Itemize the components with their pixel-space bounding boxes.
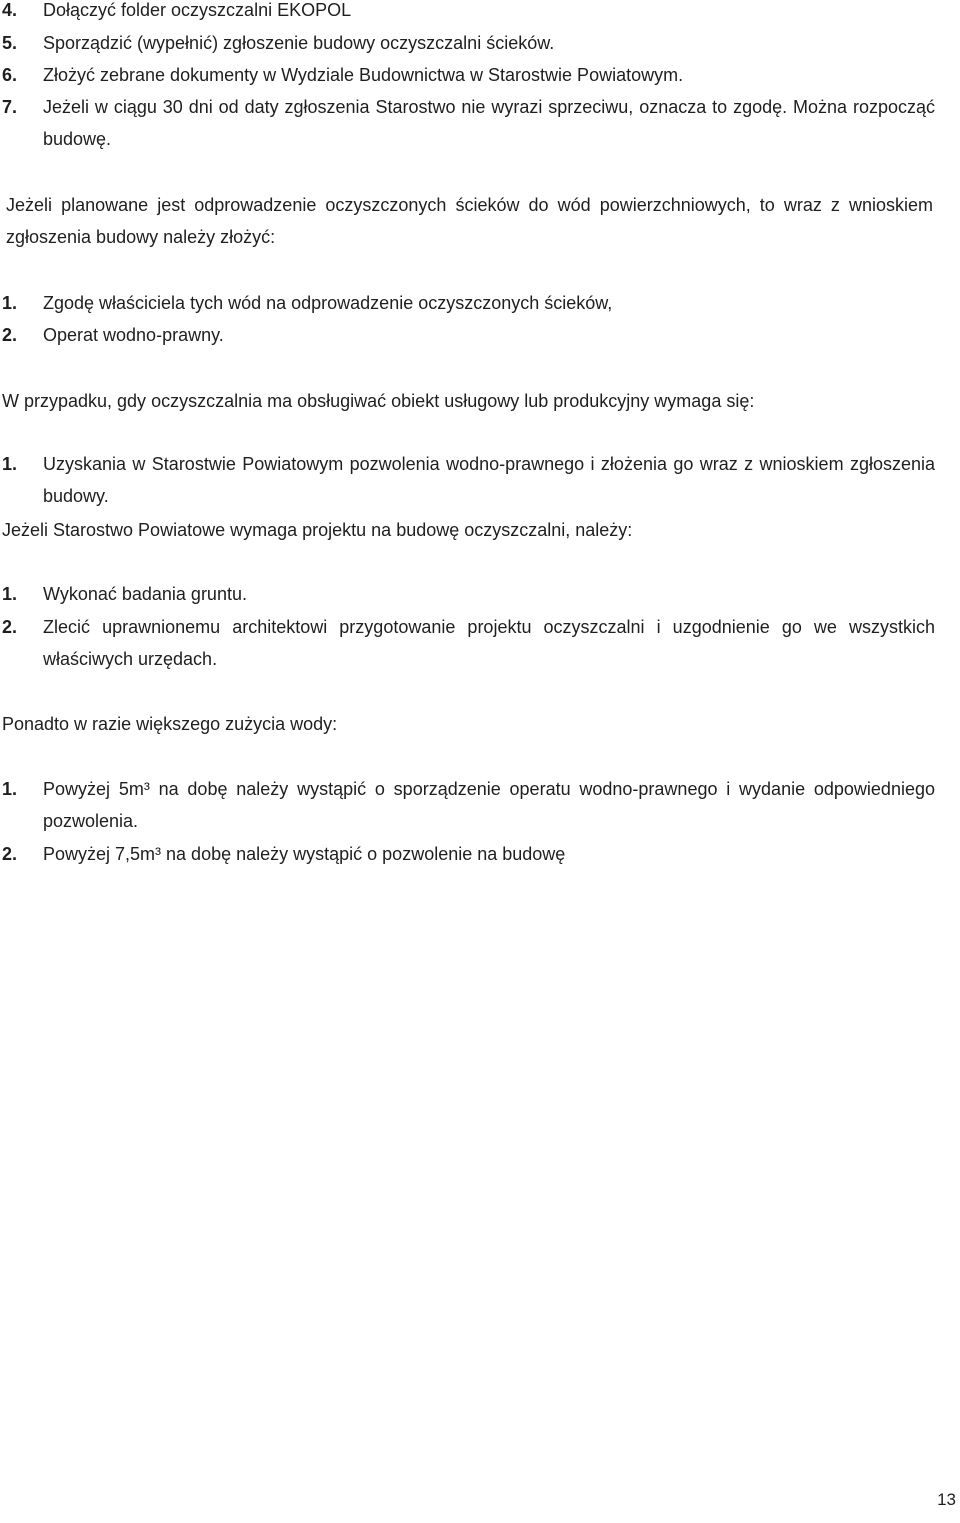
- list-text: Uzyskania w Starostwie Powiatowym pozwolenia wodno-prawnego i złożenia go wraz z wnioskiem zgłoszenia budowy.: [43, 454, 935, 506]
- water-usage-intro: Ponadto w razie większego zużycia wody:: [2, 714, 338, 734]
- list-text: Jeżeli w ciągu 30 dni od daty zgłoszenia Starostwo nie wyrazi sprzeciwu, oznacza to zgodę. Można rozpocząć budowę.: [43, 97, 935, 149]
- list-text: Złożyć zebrane dokumenty w Wydziale Budownictwa w Starostwie Powiatowym.: [43, 65, 684, 85]
- list-number: 7.: [2, 97, 18, 117]
- list-text: Sporządzić (wypełnić) zgłoszenie budowy oczyszczalni ścieków.: [43, 33, 555, 53]
- list-number: 2.: [2, 617, 18, 637]
- list-number: 1.: [2, 779, 18, 799]
- page-number: 13: [937, 1490, 956, 1509]
- surface-water-intro: Jeżeli planowane jest odprowadzenie oczyszczonych ścieków do wód powierzchniowych, to wraz z wnioskiem zgłoszenia budowy należy złożyć:: [6, 195, 933, 247]
- list-item: [0, 773, 935, 837]
- list-text: Operat wodno-prawny.: [43, 325, 224, 345]
- list-item: [0, 59, 935, 91]
- list-item: [0, 611, 935, 675]
- service-object-intro: W przypadku, gdy oczyszczalnia ma obsługiwać obiekt usługowy lub produkcyjny wymaga się:: [2, 391, 755, 411]
- list-item: [0, 27, 935, 59]
- list-item: [0, 91, 935, 155]
- list-number: 6.: [2, 65, 18, 85]
- list-text: Wykonać badania gruntu.: [43, 584, 247, 604]
- list-number: 1.: [2, 293, 18, 313]
- list-number: 2.: [2, 844, 18, 864]
- list-item: [0, 838, 935, 870]
- list-number: 1.: [2, 584, 18, 604]
- list-text: Powyżej 7,5m³ na dobę należy wystąpić o pozwolenie na budowę: [43, 844, 566, 864]
- list-item: [0, 448, 935, 512]
- list-item: [0, 0, 935, 26]
- list-text: Dołączyć folder oczyszczalni EKOPOL: [43, 0, 352, 20]
- list-item: [0, 287, 935, 319]
- list-number: 4.: [2, 0, 18, 20]
- list-item: [0, 578, 935, 610]
- list-text: Zlecić uprawnionemu architektowi przygotowanie projektu oczyszczalni i uzgodnienie go we wszystkich właściwych urzędach.: [43, 617, 935, 669]
- project-required-intro: Jeżeli Starostwo Powiatowe wymaga projektu na budowę oczyszczalni, należy:: [2, 520, 633, 540]
- list-text: Powyżej 5m³ na dobę należy wystąpić o sporządzenie operatu wodno-prawnego i wydanie odpowiedniego pozwolenia.: [43, 779, 935, 831]
- list-number: 2.: [2, 325, 18, 345]
- list-number: 5.: [2, 33, 18, 53]
- list-number: 1.: [2, 454, 18, 474]
- list-text: Zgodę właściciela tych wód na odprowadzenie oczyszczonych ścieków,: [43, 293, 613, 313]
- list-item: [0, 319, 935, 351]
